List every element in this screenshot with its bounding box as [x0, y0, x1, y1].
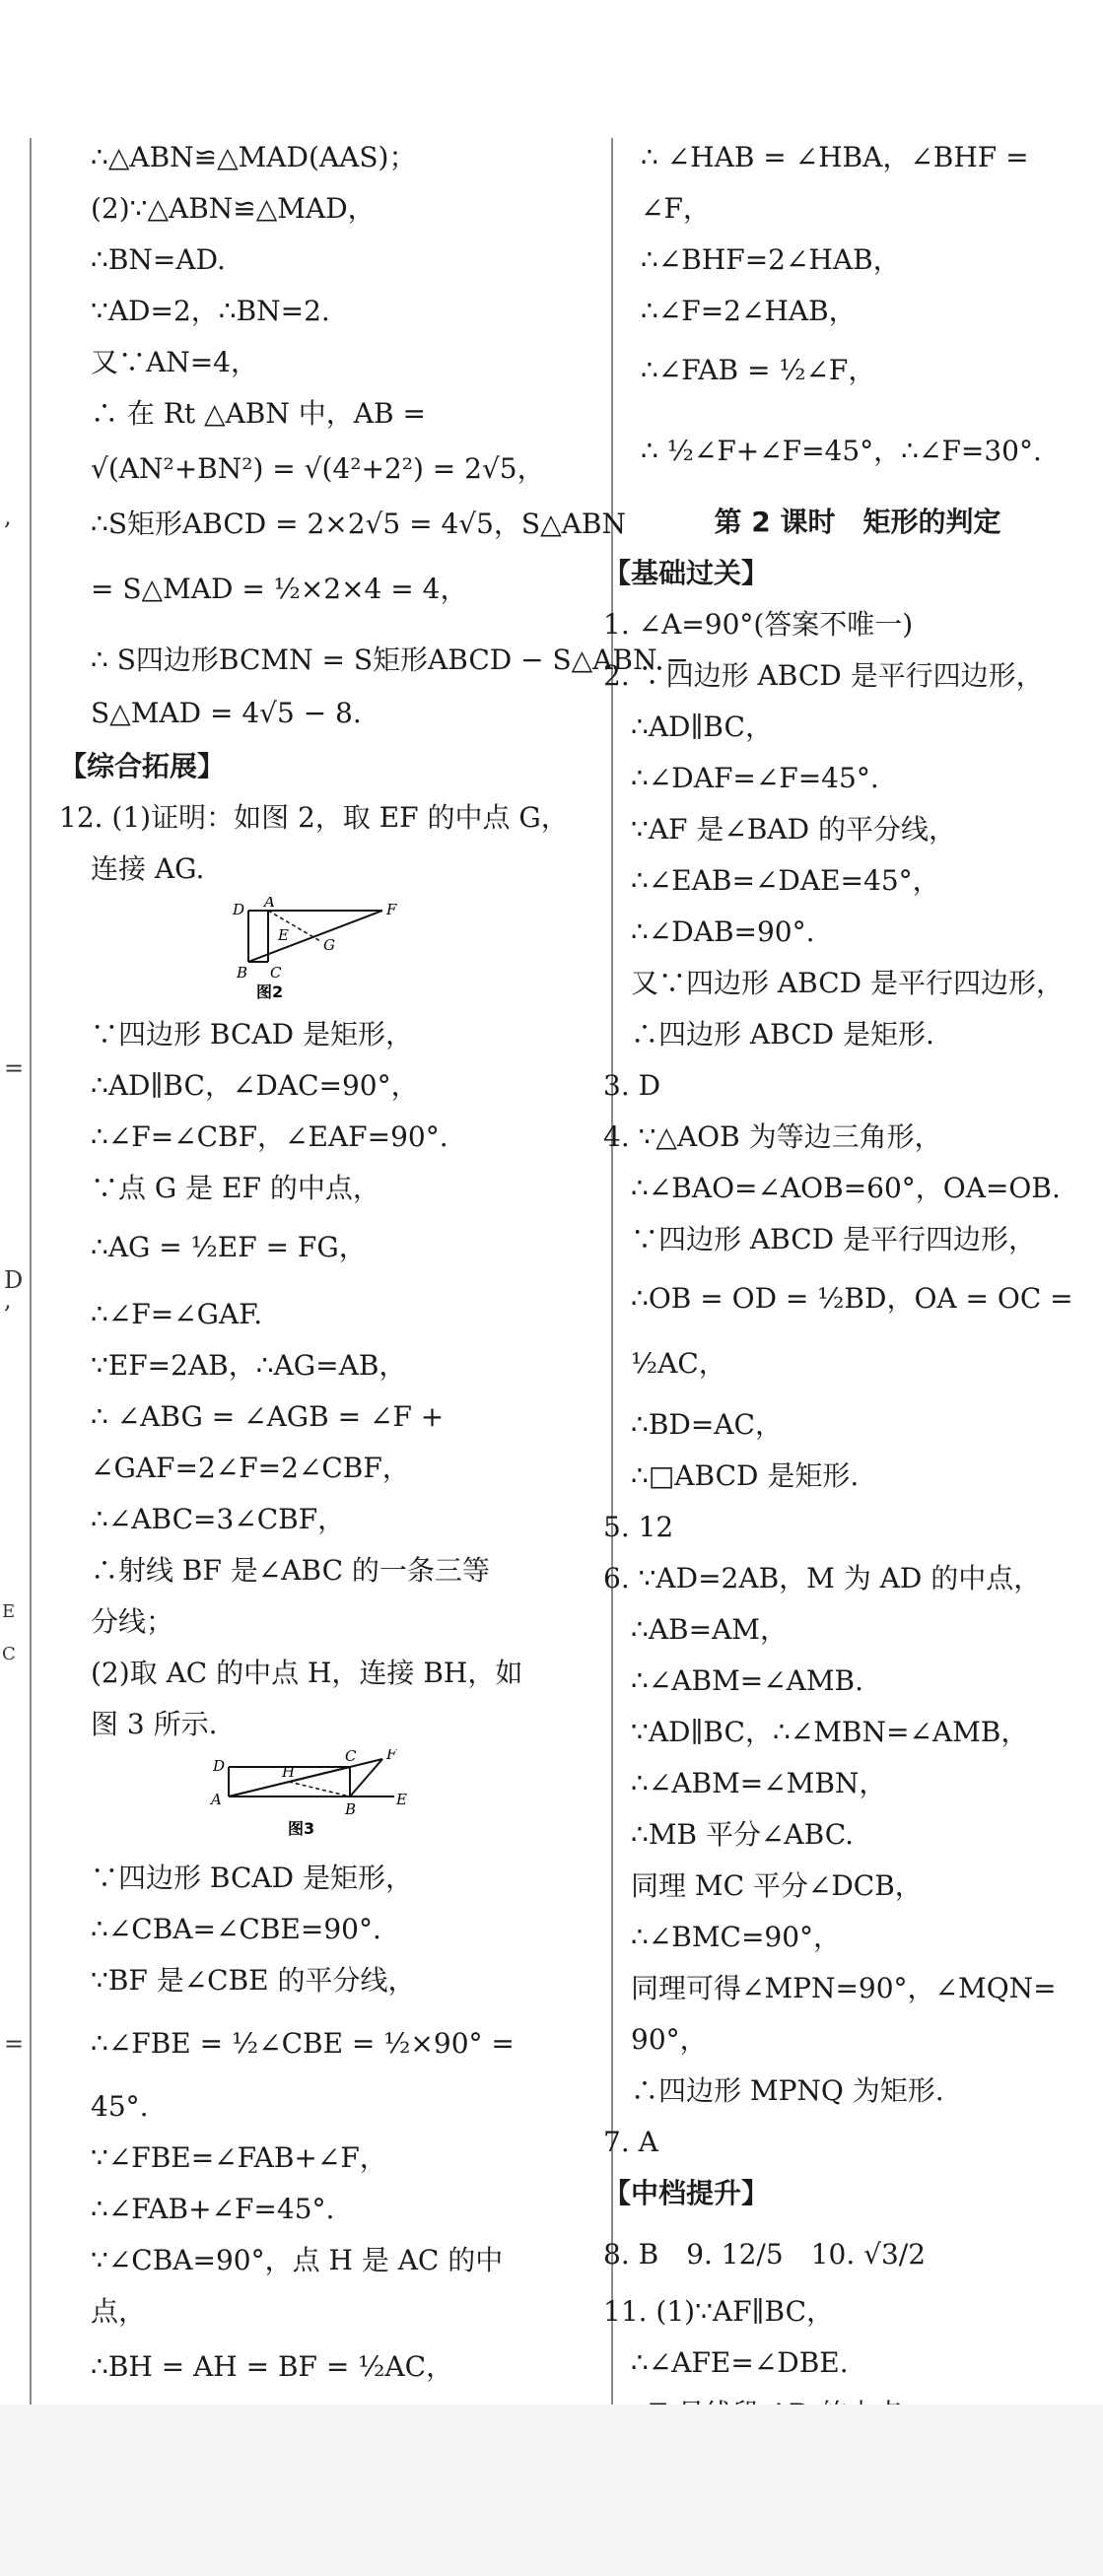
- edge-mark: ,: [4, 1286, 12, 1314]
- edge-mark: C: [2, 1644, 16, 1664]
- text-line: ∵AF 是∠BAD 的平分线，: [631, 813, 956, 846]
- fig3-label: B: [345, 1800, 357, 1818]
- problem-line: 4. ∵△AOB 为等边三角形，: [603, 1120, 942, 1153]
- text-line: ∵∠FBE=∠FAB+∠F，: [91, 2141, 387, 2174]
- text-line: ∴射线 BF 是∠ABC 的一条三等: [91, 1554, 490, 1587]
- text-line: ∴∠FAB = ½∠F，: [641, 354, 876, 386]
- text-line: 45°.: [91, 2090, 149, 2123]
- problem-line: 8. B 9. 12/5 10. √3/2: [603, 2238, 927, 2271]
- text-line: ∴BN=AD.: [91, 243, 226, 276]
- fig3-label: A: [211, 1791, 222, 1808]
- text-line: ∴∠ABM=∠MBN，: [631, 1767, 887, 1799]
- edge-mark: D: [4, 1266, 24, 1294]
- text-line: ∴ ∠ABG = ∠AGB = ∠F +: [91, 1400, 445, 1433]
- column-divider: [611, 138, 613, 2405]
- text-line: ∴∠BMC=90°，: [631, 1921, 842, 1953]
- text-line: ∴∠BAO=∠AOB=60°，OA=OB.: [631, 1172, 1061, 1204]
- fig3-label: F: [386, 1749, 397, 1763]
- text-line: ∴∠F=∠CBF，∠EAF=90°.: [91, 1120, 448, 1153]
- text-line: ∴OB = OD = ½BD，OA = OC =: [631, 1282, 1073, 1315]
- text-line: ∴∠CBA=∠CBE=90°.: [91, 1913, 381, 1945]
- fig3-label: D: [213, 1757, 226, 1775]
- text-line: ∴∠F=2∠HAB，: [641, 295, 857, 327]
- text-line: 同理 MC 平分∠DCB，: [631, 1869, 923, 1902]
- text-line: ∴△ABN≌△MAD(AAS)；: [91, 141, 417, 173]
- figure-2: [227, 897, 404, 1005]
- text-line: ∵四边形 BCAD 是矩形，: [91, 1862, 413, 1894]
- text-line: (2)取 AC 的中点 H，连接 BH，如: [91, 1657, 523, 1689]
- text-line: S△MAD = 4√5 − 8.: [91, 697, 362, 729]
- lesson-title: 第 2 课时 矩形的判定: [714, 506, 1001, 538]
- fig2-label: B: [237, 964, 248, 982]
- text-line: ∴∠AFE=∠DBE.: [631, 2346, 849, 2379]
- text-line: ∵AD=2，∴BN=2.: [91, 295, 330, 327]
- problem-line: 11. (1)∵AF∥BC，: [603, 2295, 835, 2328]
- text-line: ∴MB 平分∠ABC.: [631, 1818, 855, 1851]
- problem-line: 5. 12: [603, 1511, 674, 1543]
- left-divider: [30, 138, 32, 2405]
- text-line: ∠GAF=2∠F=2∠CBF，: [91, 1452, 410, 1484]
- text-line: ∴ 在 Rt △ABN 中，AB =: [91, 397, 426, 430]
- edge-mark: E: [2, 1601, 16, 1622]
- text-line: ∴BH = AH = BF = ½AC，: [91, 2350, 454, 2383]
- text-line: 又∵四边形 ABCD 是平行四边形，: [631, 967, 1064, 999]
- text-line: ∴AG = ½EF = FG，: [91, 1231, 367, 1263]
- text-line: ∵四边形 ABCD 是平行四边形，: [631, 1223, 1036, 1255]
- text-line: 同理可得∠MPN=90°，∠MQN=: [631, 1972, 1057, 2004]
- problem-line: 12. (1)证明：如图 2，取 EF 的中点 G，: [59, 801, 569, 834]
- text-line: ∵AD∥BC，∴∠MBN=∠AMB，: [631, 1716, 1029, 1748]
- problem-line: 1. ∠A=90°(答案不唯一): [603, 608, 914, 641]
- text-line: (2)∵△ABN≌△MAD，: [91, 192, 376, 225]
- text-line: ∴∠FAB+∠F=45°.: [91, 2193, 335, 2225]
- text-line: ∴∠DAB=90°.: [631, 915, 815, 948]
- edge-mark: =: [4, 2030, 25, 2058]
- edge-mark: =: [4, 1054, 25, 1082]
- problem-line: 2. ∵四边形 ABCD 是平行四边形，: [603, 659, 1044, 692]
- section-heading: 【综合拓展】: [59, 750, 226, 782]
- text-line: ∴∠FBE = ½∠CBE = ½×90° =: [91, 2027, 515, 2060]
- text-line: ∵EF=2AB，∴AG=AB，: [91, 1349, 407, 1382]
- text-line: 又∵AN=4，: [91, 346, 258, 378]
- fig3-caption: 图3: [288, 1819, 315, 1838]
- fig2-label: G: [323, 936, 335, 954]
- text-line: ∴∠EAB=∠DAE=45°，: [631, 864, 940, 897]
- text-line: ∠F，: [641, 192, 711, 225]
- problem-line: 7. A: [603, 2126, 658, 2158]
- text-line: ∴∠F=∠GAF.: [91, 1298, 263, 1330]
- text-line: 90°，: [631, 2023, 708, 2056]
- text-line: 连接 AG.: [91, 852, 205, 885]
- section-heading: 【基础过关】: [603, 557, 770, 589]
- section-heading: 【中档提升】: [603, 2177, 770, 2209]
- text-line: ∴∠DAF=∠F=45°.: [631, 762, 879, 794]
- text-line: √(AN²+BN²) = √(4²+2²) = 2√5，: [91, 452, 545, 485]
- text-line: ∴四边形 ABCD 是矩形.: [631, 1018, 934, 1051]
- text-line: ∴∠BHF=2∠HAB，: [641, 243, 901, 276]
- problem-line: 6. ∵AD=2AB，M 为 AD 的中点，: [603, 1562, 1042, 1594]
- text-line: ∴AD∥BC，: [631, 711, 773, 743]
- fig3-label: E: [396, 1791, 407, 1808]
- text-line: ∴∠ABC=3∠CBF，: [91, 1503, 346, 1535]
- text-line: ∵四边形 BCAD 是矩形，: [91, 1018, 413, 1051]
- page-bottom-margin: [0, 2405, 1103, 2576]
- text-line: ∴四边形 MPNQ 为矩形.: [631, 2074, 944, 2107]
- text-line: ∴ S四边形BCMN = S矩形ABCD − S△ABN −: [91, 644, 689, 676]
- fig3-label: C: [345, 1749, 357, 1765]
- fig2-label: C: [270, 964, 282, 982]
- text-line: ∵BF 是∠CBE 的平分线，: [91, 1964, 416, 1997]
- fig2-label: E: [278, 926, 289, 944]
- fig2-caption: 图2: [256, 983, 284, 1001]
- fig3-label: H: [282, 1763, 296, 1781]
- text-line: ∵点 G 是 EF 的中点，: [91, 1172, 380, 1204]
- text-line: ∴AB=AM，: [631, 1613, 788, 1646]
- text-line: ∴∠ABM=∠AMB.: [631, 1664, 864, 1697]
- fig2-label: A: [264, 897, 275, 911]
- figure-3: [207, 1749, 424, 1838]
- text-line: ∵∠CBA=90°，点 H 是 AC 的中: [91, 2244, 504, 2276]
- text-line: ∴S矩形ABCD = 2×2√5 = 4√5，S△ABN: [91, 508, 626, 540]
- text-line: ½AC，: [631, 1347, 726, 1380]
- text-line: ∴ ∠HAB = ∠HBA，∠BHF =: [641, 141, 1029, 173]
- text-line: = S△MAD = ½×2×4 = 4，: [91, 573, 468, 605]
- problem-line: 3. D: [603, 1069, 661, 1102]
- text-line: ∴□ABCD 是矩形.: [631, 1459, 860, 1492]
- text-line: 分线；: [91, 1605, 174, 1638]
- text-line: ∴BD=AC，: [631, 1408, 783, 1441]
- text-line: ∴AD∥BC，∠DAC=90°，: [91, 1069, 419, 1102]
- fig2-label: F: [386, 901, 397, 918]
- edge-mark: ,: [4, 503, 12, 530]
- text-line: 图 3 所示.: [91, 1708, 218, 1740]
- fig2-label: D: [233, 901, 245, 918]
- text-line: 点，: [91, 2295, 147, 2328]
- text-line: ∴ ½∠F+∠F=45°，∴∠F=30°.: [641, 435, 1042, 467]
